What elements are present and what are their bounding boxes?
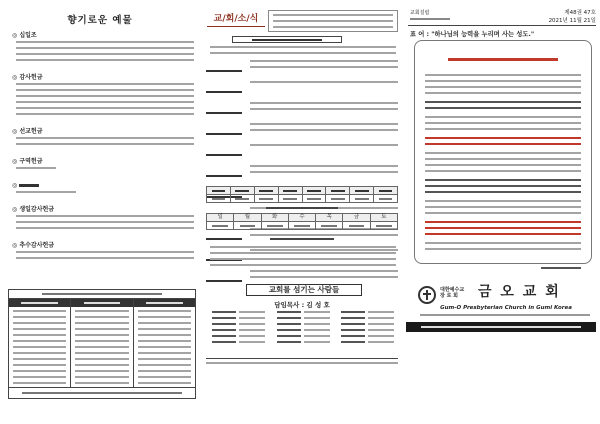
volume-number: 제48권 47호 [564,10,596,16]
text-lines [250,81,398,87]
offering-section-heading: ◎ 감사헌금 [12,74,43,81]
text-lines [16,215,194,233]
message-heading [425,49,581,68]
news-item-label [206,144,250,163]
church-school-footer [9,387,195,398]
text-lines [250,60,398,72]
table-cell [303,195,327,203]
text-lines [16,251,194,263]
text-lines [410,18,450,20]
offering-section-heading: ◎ [12,182,18,189]
offering-section [12,182,194,197]
text-lines [250,165,398,177]
text-lines [235,198,249,200]
text-lines [250,144,398,150]
message-signature [425,257,581,276]
offering-section-heading: ◎ 구역헌금 [12,158,43,165]
text-lines [16,191,76,197]
staff-column [212,311,265,347]
church-name-english: Gum-O Presbyterian Church in Gumi Korea [440,305,572,311]
weekly-word-heading [270,237,334,241]
text-lines [266,207,338,209]
footer-band [406,322,596,332]
reading-day: 금 [343,214,370,222]
text-lines [425,179,581,197]
text-lines [210,246,396,268]
reading-day: 토 [371,214,398,222]
offering-section [12,158,194,173]
offering-section [12,32,194,65]
table-header-cell [326,187,350,195]
text-lines [341,311,365,347]
text-lines [13,310,66,384]
text-lines [376,225,392,227]
news-item-label [206,102,250,121]
text-lines [273,14,393,28]
text-lines [22,392,182,394]
reading-cell [343,222,370,230]
church-logo-icon [418,286,436,304]
reading-table-heading [266,206,338,210]
text-lines [277,311,301,347]
text-lines [138,310,191,384]
text-lines [250,102,398,114]
text-lines [206,362,398,366]
church-news-title: 교/회/소/식 [207,12,265,27]
table-header-cell [255,187,279,195]
text-lines [146,302,183,304]
text-lines [425,137,581,149]
text-lines [355,198,369,200]
table-cell [279,195,303,203]
text-lines [259,190,273,192]
reading-day: 화 [262,214,289,222]
text-lines [212,311,236,347]
reading-day: 목 [316,214,343,222]
offering-list [12,32,194,272]
table-cell [350,195,374,203]
church-school-box [8,289,196,399]
text-lines [259,198,273,200]
offering-section-heading: ◎ 생일감사헌금 [12,206,55,213]
text-lines [75,310,128,384]
news-item-label [206,123,250,142]
text-lines [270,238,334,240]
news-item [206,81,398,100]
text-lines [541,267,581,269]
text-lines [425,74,581,98]
attendance-table [206,186,398,203]
text-lines [448,58,558,61]
text-lines [206,112,242,114]
founded-label: 교회설립 [410,10,430,16]
text-lines [331,198,345,200]
text-lines [84,302,121,304]
text-lines [206,91,242,93]
text-lines [206,175,242,177]
offering-section-heading: ◎ 십일조 [12,32,37,39]
text-lines [425,152,581,176]
text-lines [283,198,297,200]
table-cell [326,195,350,203]
reading-day: 월 [234,214,261,222]
text-lines [239,311,265,347]
news-item-label [206,270,250,289]
news-item [206,165,398,184]
text-lines [379,190,393,192]
staff-column [277,311,330,347]
reading-day: 수 [289,214,316,222]
table-header-cell [279,187,303,195]
text-lines [42,293,162,295]
news-item-label [206,165,250,184]
table-cell [255,195,279,203]
offering-section [12,74,194,119]
text-lines [206,238,242,240]
text-lines [210,46,396,57]
text-lines [267,225,283,227]
table-header-cell [207,187,231,195]
offerings-title: 향기로운 예물 [67,15,133,26]
divider [408,25,596,26]
text-lines [421,326,581,328]
table-cell [374,195,398,203]
text-lines [212,198,226,200]
news-banner [232,36,342,43]
news-item [206,123,398,142]
denomination-line: 장 로 회 [440,293,458,299]
news-item-label [206,228,250,247]
phone-numbers [206,358,398,370]
text-lines [425,200,581,218]
text-lines [349,225,365,227]
pastoral-message-box [414,40,592,264]
column-header [9,299,70,307]
reading-cell [262,222,289,230]
text-lines [307,198,321,200]
church-school-column [71,299,133,387]
news-item [206,102,398,121]
text-lines [425,101,581,113]
text-lines [206,280,242,282]
column-header [134,299,195,307]
church-motto: 표 어 : "하나님의 능력을 누리며 사는 성도." [410,31,535,38]
reading-cell [316,222,343,230]
text-lines [252,39,322,41]
news-item-label [206,81,250,100]
staff-title: 교회를 섬기는 사람들 [246,284,362,296]
text-lines [240,225,256,227]
text-lines [368,311,394,347]
senior-pastor: 담임목사 : 김 성 호 [274,301,330,309]
text-lines [355,190,369,192]
text-lines [16,41,194,65]
church-school-column [9,299,71,387]
text-lines [425,242,581,254]
bulletin-date: 2021년 11월 21일 [548,18,596,24]
text-lines [212,225,228,227]
text-lines [425,221,581,239]
text-lines [425,116,581,134]
heading-text-lines [19,184,39,187]
text-lines [321,225,337,227]
church-address [420,314,590,316]
denomination-line: 대한예수교 [440,287,465,293]
church-school-columns [9,299,195,387]
table-header-cell [231,187,255,195]
text-lines [379,198,393,200]
offering-section-heading: ◎ 추수감사헌금 [12,242,55,249]
reading-cell [207,222,234,230]
reading-cell [371,222,398,230]
news-item [206,144,398,163]
text-lines [21,302,58,304]
offering-section [12,128,194,149]
table-cell [207,195,231,203]
offering-section [12,206,194,233]
church-school-banner [9,290,195,299]
table-header-cell [350,187,374,195]
staff-column [341,311,394,347]
text-lines [294,225,310,227]
news-item-label [206,60,250,79]
church-name: 금 오 교 회 [478,284,561,300]
table-header-cell [374,187,398,195]
reading-cell [289,222,316,230]
notice-box [268,10,398,32]
text-lines [235,190,249,192]
table-header-cell [303,187,327,195]
offering-section [12,242,194,263]
text-lines [16,83,194,119]
text-lines [250,270,398,282]
text-lines [304,311,330,347]
news-item [206,60,398,79]
text-lines [212,190,226,192]
reading-cell [234,222,261,230]
text-lines [206,133,242,135]
table-cell [231,195,255,203]
text-lines [206,70,242,72]
staff-list [212,311,394,347]
offering-section-heading-row [12,182,194,190]
text-lines [250,123,398,135]
text-lines [283,190,297,192]
denomination [440,287,464,299]
text-lines [16,137,194,149]
text-lines [16,167,56,173]
church-school-column [134,299,195,387]
column-header [71,299,132,307]
text-lines [206,154,242,156]
text-lines [331,190,345,192]
offering-section-heading: ◎ 선교헌금 [12,128,43,135]
reading-table [206,213,398,230]
reading-day: 일 [207,214,234,222]
text-lines [307,190,321,192]
